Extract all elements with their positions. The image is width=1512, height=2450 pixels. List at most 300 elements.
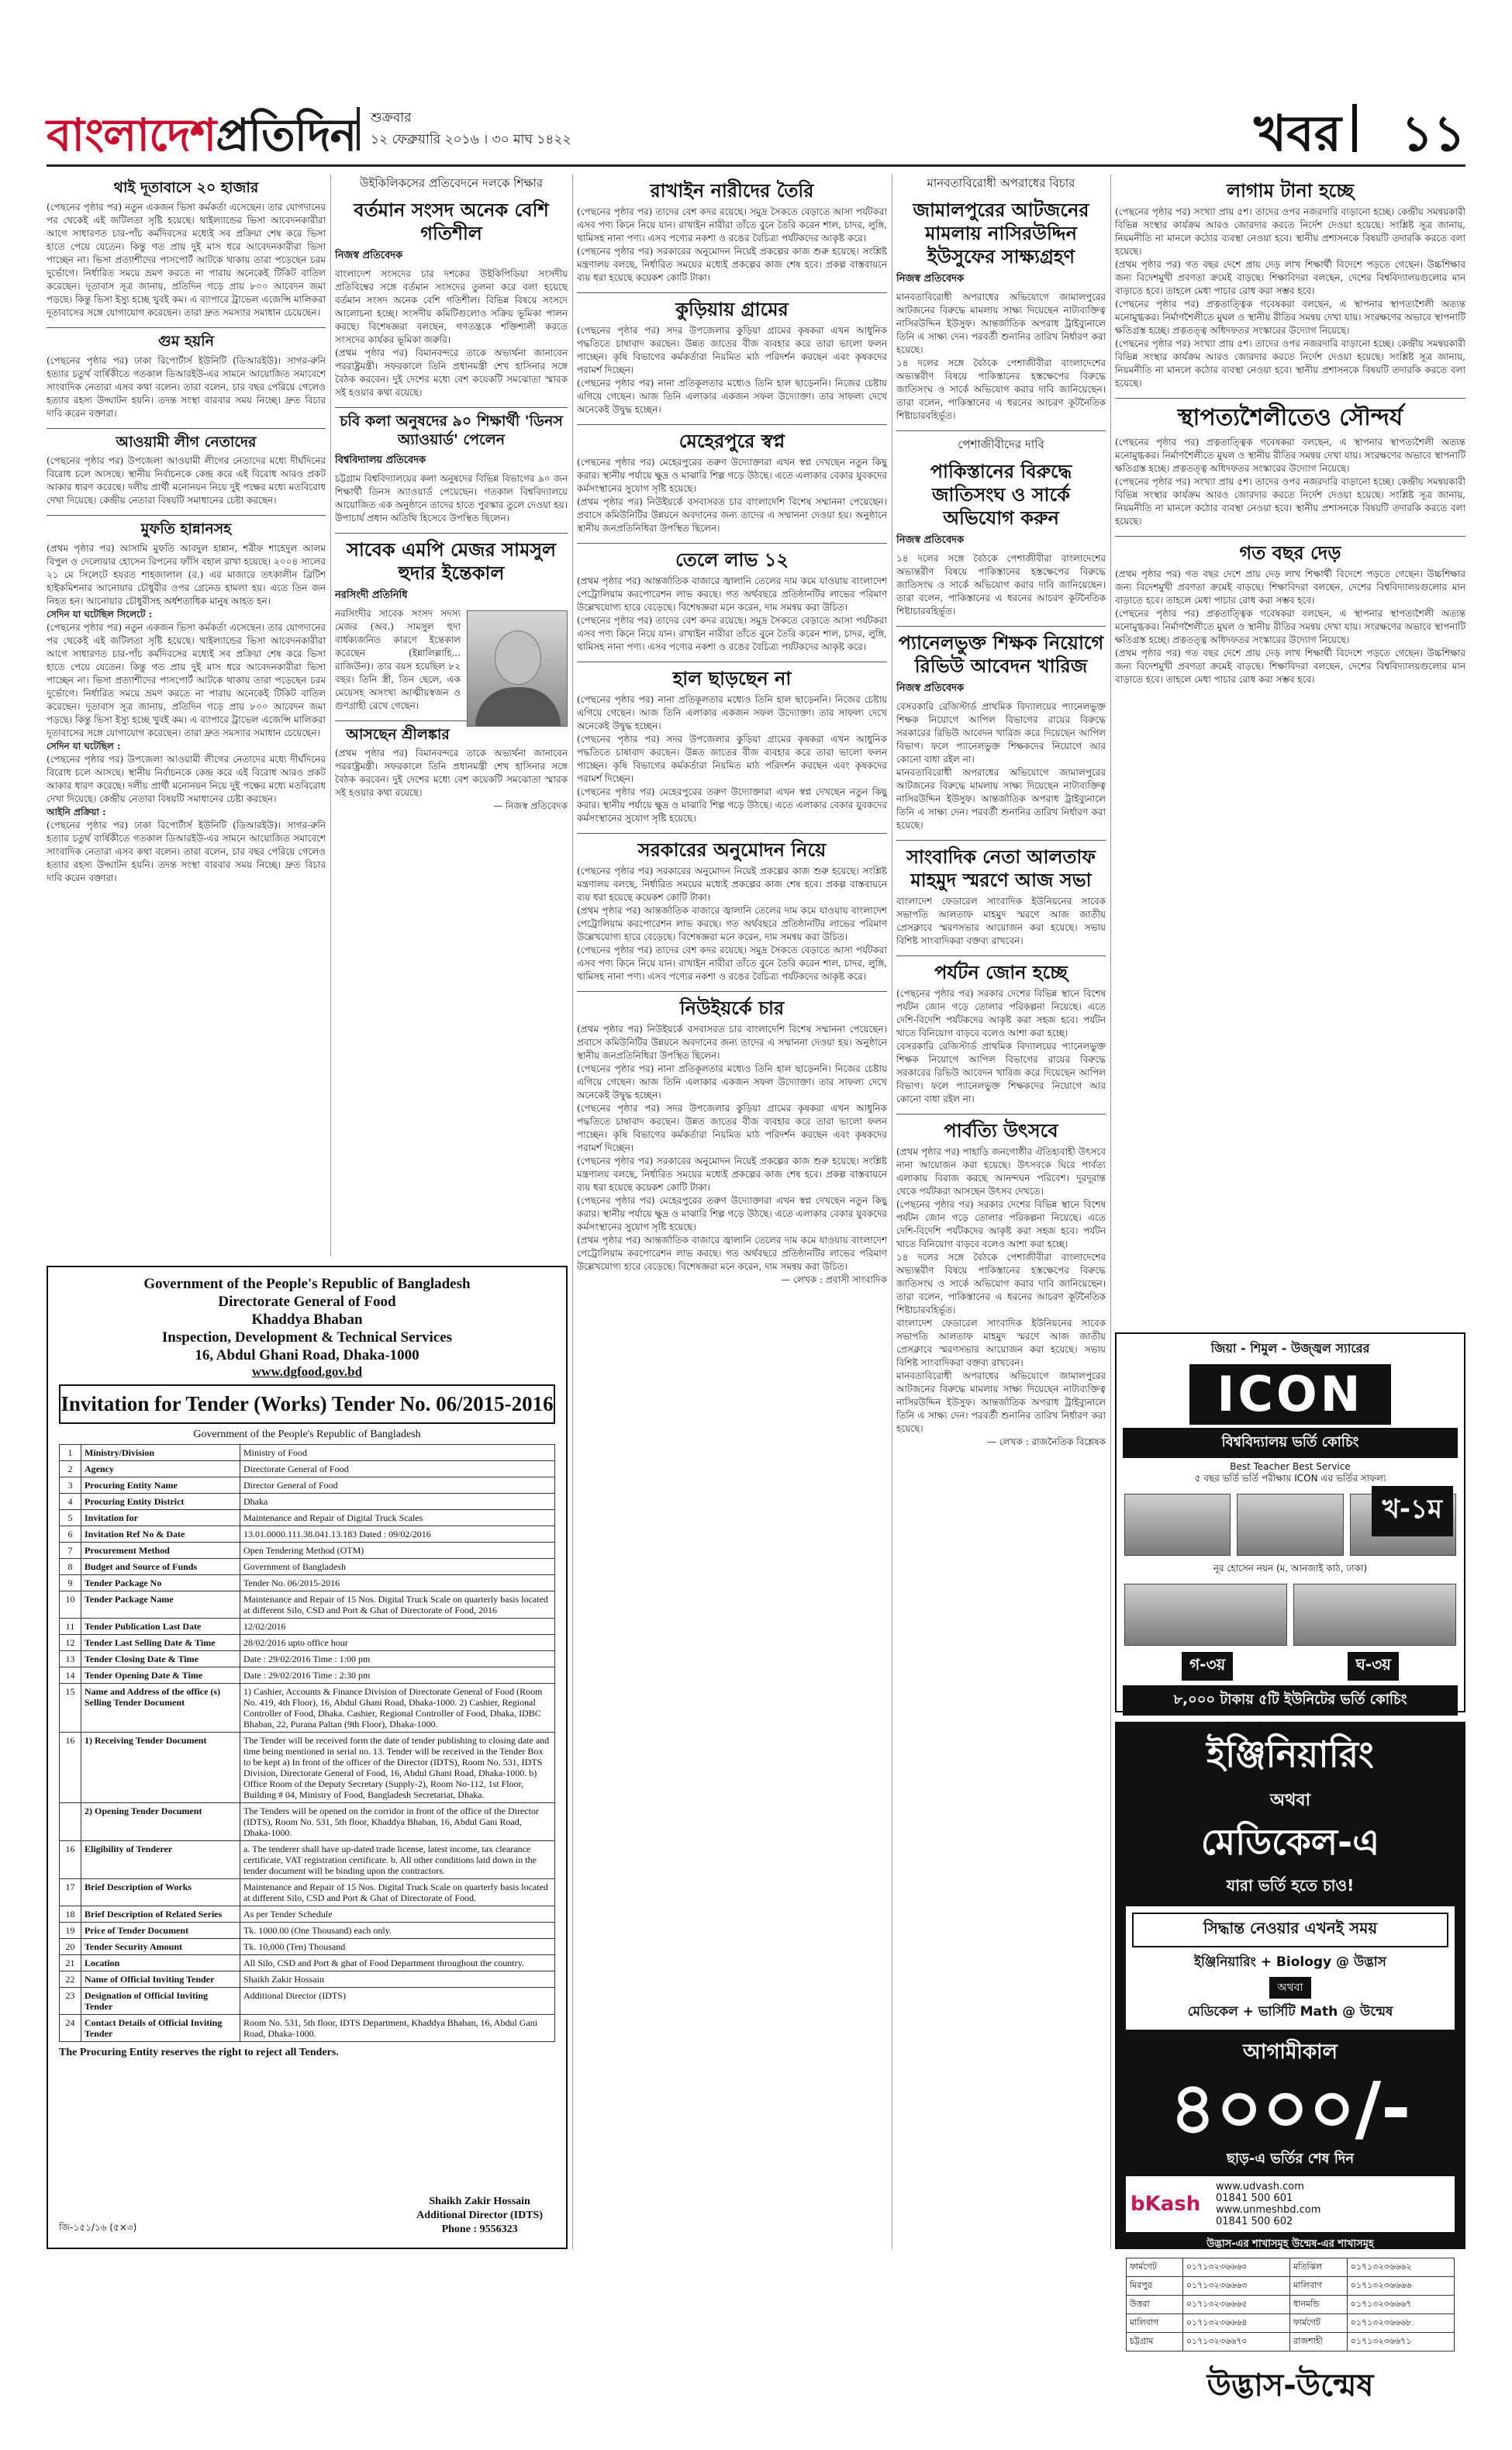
article-body: (পেছনের পৃষ্ঠার পর) সংখ্যা প্রায় ৫শ। তাদের ওপর নজরদারি বাড়ানো হচ্ছে। কেন্দ্রীয় সমন্বয়কারী বিভিন্ন সংস্থার কার্যক্রম আরও জোরদার করতে নির্দেশ দেওয়া হয়েছে। সংশ্লিষ্ট সূত্র জানায়, নিয়মনীতি না মানলে কঠোর ব্যবস্থা নেওয়া হবে। স্থানীয় প্রশাসনকে বিষয়টি তদারকি করতে বলা হয়েছে। (1115, 338, 1465, 389)
ad-tagline: Best Teacher Best Service (1230, 1461, 1351, 1472)
article-body: (প্রথম পৃষ্ঠার পর) গত বছর দেশে প্রায় দেড় লাখ শিক্ষার্থী বিদেশে পড়তে গেছেন। উচ্চশিক্ষার জন্য বিদেশমুখী প্রবণতা ক্রমেই বাড়ছে। শিক্ষাবিদরা বলছেন, দেশের বিশ্ববিদ্যালয়গুলোর মান বাড়াতে হবে। তাহলে মেধা পাচার রোধ করা সম্ভব হবে। (1115, 259, 1465, 296)
article-body: (পেছনের পৃষ্ঠার পর) সরকারের অনুমোদন নিয়েই প্রকল্পের কাজ শুরু হয়েছে। সংশ্লিষ্ট মন্ত্রণালয় বলছে, নির্ধারিত সময়ের মধ্যেই প্রকল্পের কাজ শেষ হবে। প্রকল্প বাস্তবায়নে ব্যয় ধরা হয়েছে কয়েকশ কোটি টাকা। (577, 866, 887, 903)
headline-not-giving-up[interactable]: হাল ছাড়ছেন না (672, 668, 792, 689)
tender-cell-no: 18 (60, 1906, 81, 1923)
article-body: (প্রথম পৃষ্ঠার পর) আন্তর্জাতিক বাজারে জ্বালানি তেলের দাম কমে যাওয়ায় বাংলাদেশ পেট্রোলিয়াম করপোরেশন লাভ করছে। গত অর্থবছরে প্রতিষ্ঠানটির লাভের পরিমাণ উল্লেখযোগ্য হারে বেড়েছে। বিশেষজ্ঞরা মনে করেন, দাম সমন্বয় করা উচিত। (577, 575, 887, 613)
article-body: (পেছনের পৃষ্ঠার পর) মেহেরপুরের তরুণ উদ্যোক্তারা এখন স্বপ্ন দেখছেন নতুন কিছু করার। স্থানীয় পর্যায়ে ক্ষুদ্র ও মাঝারি শিল্প গড়ে উঠছে। এতে এলাকার বেকার যুবকদের কর্মসংস্থানের সুযোগ সৃষ্টি হয়েছে। (577, 786, 887, 824)
tender-cell-label: Brief Description of Related Series (81, 1906, 240, 1923)
ad-offer: ৮,০০০ টাকায় ৫টি ইউনিটের ভর্তি কোচিং (1123, 1685, 1458, 1716)
tender-row (60, 1733, 555, 1803)
signatory-phone: Phone : 9556323 (441, 2224, 518, 2235)
branch-cell: ০১৭১৩২৩৬৬৬৮ (1347, 2314, 1454, 2333)
headline-cu-deans-award[interactable]: চবি কলা অনুষদের ৯০ শিক্ষার্থী 'ডিনস অ্যাওয়ার্ড' পেলেন (340, 413, 563, 448)
ad-success-line: ৫ বছর ভর্তি ভর্তি পরীক্ষায় ICON এর ভর্তির সাফল্য (1194, 1473, 1386, 1484)
article-body: মানবতাবিরোধী অপরাধের অভিযোগে জামালপুরের আটজনের বিরুদ্ধে মামলায় সাক্ষ্য দিয়েছেন নাট্যব্যক্তিত্ব নাসিরউদ্দিন ইউসুফ। আন্তর্জাতিক অপরাধ ট্রাইব্যুনালে তিনি এ সাক্ষ্য দেন। পরবর্তী শুনানির তারিখ নির্ধারণ করা হয়েছে। (896, 292, 1106, 355)
contact-info (1216, 2181, 1320, 2227)
article-body: (পেছনের পৃষ্ঠার পর) নতুন একজন ভিসা কর্মকর্তা এসেছেন। তার যোগদানের পর থেকেই এই জটিলতা সৃষ্টি হয়েছে। থাইল্যান্ডের ভিসা আবেদনকারীরা আগে সাধারণত চার-পাঁচ কর্মদিবসের মধ্যেই সব প্রক্রিয়া শেষ করে ভিসা হাতে পেয়ে যেতেন। কিন্তু গত প্রায় দুই মাস ধরে আবেদনকারীরা ভিসা পাচ্ছেন না। ভিসা প্রত্যাশীদের পাসপোর্ট আটকে থাকায় তারা পড়েছেন চরম দুর্ভোগে। নির্ধারিত সময়ে ভ্রমণ করতে না পারায় অনেকেই টিকিট বাতিল করেছেন। দূতাবাস সূত্র জানায়, প্রতিদিন গড়ে প্রায় ৮০০ আবেদন জমা পড়ছে। কিন্তু ভিসা ইস্যু হচ্ছে খুবই কম। এ ব্যাপারে ট্রাভেল এজেন্সি মালিকরা দূতাবাসের সঙ্গে যোগাযোগ করেছেন। তারা দ্রুত সমস্যার সমাধান চেয়েছেন। (47, 201, 326, 318)
branch-cell: ০১৭১৩২৩৬৬৬৫ (1182, 2296, 1289, 2314)
article-body: (পেছনের পৃষ্ঠার পর) ঢাকা রিপোর্টার্স ইউনিটি (ডিআরইউ)। সাগর-রুনি হত্যার চতুর্থ বার্ষিকীতে গতকাল ডিআরইউ-এর সামনে আয়োজিত সমাবেশে সাংবাদিক নেতারা এসব কথা বলেন। তারা বলেন, চার বছর পেরিয়ে গেলেও হত্যার রহস্য উদ্ঘাটন হয়নি। তদন্ত সংস্থা বারবার সময় নিচ্ছে। দ্রুত বিচার দাবি করেন বক্তারা। (47, 820, 326, 883)
tender-cell-no: 12 (60, 1635, 81, 1651)
tender-row (60, 1494, 555, 1510)
headline-thai-embassy[interactable]: থাই দূতাবাসে ২০ হাজার (113, 179, 259, 196)
tender-cell-value: Tk. 10,000 (Ten) Thousand (240, 1939, 555, 1955)
tender-cell-no: 16 (60, 1733, 81, 1803)
tender-row (60, 1543, 555, 1559)
student-photo (1124, 1584, 1287, 1646)
story-divider (1115, 536, 1465, 537)
tender-cell-value: Shaikh Zakir Hossain (240, 1971, 555, 1988)
tender-cell-label: Tender Publication Last Date (81, 1619, 240, 1635)
branch-table (1126, 2258, 1455, 2352)
ad-teachers: জিয়া - শিমুল - উজ্জ্বল স্যারের (1210, 1341, 1370, 1356)
tender-cell-no: 21 (60, 1955, 81, 1971)
tender-cell-no: 7 (60, 1543, 81, 1559)
tender-row (60, 1591, 555, 1619)
tender-cell-no (60, 1803, 81, 1841)
article-body: ১৪ দলের সঙ্গে বৈঠকে পেশাজীবীরা বাংলাদেশের অভ্যন্তরীণ বিষয়ে পাকিস্তানের হস্তক্ষেপের বিরুদ্ধে জাতিসংঘ ও সার্কে অভিযোগ করার দাবি জানিয়েছেন। তারা বলেন, পাকিস্তানের এ ধরনের আচরণ কূটনৈতিক শিষ্টাচারবহির্ভূত। (896, 1252, 1106, 1315)
article-body: (পেছনের পৃষ্ঠার পর) উপজেলা আওয়ামী লীগের নেতাদের মধ্যে দীর্ঘদিনের বিরোধ চলে আসছে। স্থানীয় নির্বাচনকে কেন্দ্র করে এই বিরোধ আরও প্রকট আকার ধারণ করেছে। দলীয় প্রার্থী মনোনয়ন নিয়ে দুই পক্ষের মধ্যে মতবিরোধ দেখা দিয়েছে। কেন্দ্রীয় নেতারা বিষয়টি সমাধানের চেষ্টা করছেন। (47, 754, 326, 804)
phone-2: 01841 500 602 (1216, 2216, 1293, 2227)
headline-memorial-meeting[interactable]: সাংবাদিক নেতা আলতাফ মাহমুদ স্মরণে আজ সভা (906, 846, 1096, 891)
tender-row (60, 1841, 555, 1879)
article-body: (প্রথম পৃষ্ঠার পর) আন্তর্জাতিক বাজারে জ্বালানি তেলের দাম কমে যাওয়ায় বাংলাদেশ পেট্রোলিয়াম করপোরেশন লাভ করছে। গত অর্থবছরে প্রতিষ্ঠানটির লাভের পরিমাণ উল্লেখযোগ্য হারে বেড়েছে। বিশেষজ্ঞরা মনে করেন, দাম সমন্বয় করা উচিত। (577, 1235, 887, 1272)
newspaper-logo[interactable] (47, 101, 356, 176)
tender-row (60, 1955, 555, 1971)
article-body: মানবতাবিরোধী অপরাধের অভিযোগে জামালপুরের আটজনের বিরুদ্ধে মামলায় সাক্ষ্য দিয়েছেন নাট্যব্যক্তিত্ব নাসিরউদ্দিন ইউসুফ। আন্তর্জাতিক অপরাধ ট্রাইব্যুনালে তিনি এ সাক্ষ্য দেন। পরবর্তী শুনানির তারিখ নির্ধারণ করা হয়েছে। (896, 1370, 1106, 1434)
tender-notice (47, 1266, 568, 2249)
column-rule (1110, 175, 1111, 2249)
tender-cell-label: Contact Details of Official Inviting Tender (81, 2015, 240, 2042)
ad-option-1: ইঞ্জিনিয়ারিং + Biology @ উদ্ভাস (1194, 1954, 1386, 1970)
ad-option-2: মেডিকেল + ভার্সিটি Math @ উন্মেষ (1187, 2004, 1393, 2020)
tender-cell-label: Procurement Method (81, 1543, 240, 1559)
section-divider (1352, 104, 1357, 152)
udvash-unmesh-ad[interactable] (1115, 1722, 1465, 2444)
article-body: বাংলাদেশ ফেডারেল সাংবাদিক ইউনিয়নের সাবেক সভাপতি আলতাফ মাহমুদ স্মরণে আজ জাতীয় প্রেসক্লাবে স্মরণসভার আয়োজন করা হয়েছে। সভায় বিশিষ্ট সাংবাদিকরা বক্তব্য রাখবেন। (896, 896, 1106, 946)
ad-options-box (1126, 1906, 1455, 2030)
article-body: (পেছনের পৃষ্ঠার পর) সদর উপজেলার কুড়িয়া গ্রামের কৃষকরা এখন আধুনিক পদ্ধতিতে চাষাবাদ করছেন। উন্নত জাতের বীজ ব্যবহার করে তারা ভালো ফলন পাচ্ছেন। কৃষি বিভাগের কর্মকর্তারা নিয়মিত মাঠ পরিদর্শন করছেন এবং কৃষকদের পরামর্শ দিচ্ছেন। (577, 325, 887, 375)
article-body: (পেছনের পৃষ্ঠার পর) সদর উপজেলার কুড়িয়া গ্রামের কৃষকরা এখন আধুনিক পদ্ধতিতে চাষাবাদ করছেন। উন্নত জাতের বীজ ব্যবহার করে তারা ভালো ফলন পাচ্ছেন। কৃষি বিভাগের কর্মকর্তারা নিয়মিত মাঠ পরিদর্শন করছেন এবং কৃষকদের পরামর্শ দিচ্ছেন। (577, 734, 887, 784)
headline-new-york[interactable]: নিউইয়র্কে চার (679, 997, 785, 1019)
tender-cell-value: Ministry of Food (240, 1445, 555, 1461)
ad-discount: ছাড়-এ ভর্তির শেষ দিন (1226, 2151, 1355, 2167)
branch-row (1127, 2277, 1455, 2296)
branch-row (1127, 2333, 1455, 2352)
subhead-text: সেদিন যা ঘটেছিল সিলেটে : (47, 609, 153, 620)
article-body: (প্রথম পৃষ্ঠার পর) আন্তর্জাতিক বাজারে জ্বালানি তেলের দাম কমে যাওয়ায় বাংলাদেশ পেট্রোলিয়াম করপোরেশন লাভ করছে। গত অর্থবছরে প্রতিষ্ঠানটির লাভের পরিমাণ উল্লেখযোগ্য হারে বেড়েছে। বিশেষজ্ঞরা মনে করেন, দাম সমন্বয় করা উচিত। (577, 905, 887, 942)
kicker: পেশাজীবীদের দাবি (958, 437, 1044, 451)
tender-division: Inspection, Development & Technical Services (161, 1329, 453, 1346)
tender-cell-no: 15 (60, 1684, 81, 1733)
tender-cell-value: Date : 29/02/2016 Time : 2:30 pm (240, 1667, 555, 1684)
story-divider (896, 626, 1106, 627)
story-divider (896, 955, 1106, 956)
branch-row (1127, 2296, 1455, 2314)
tender-cell-value: All Silo, CSD and Port & ghat of Food Department throughout the country. (240, 1955, 555, 1971)
article-body: (প্রথম পৃষ্ঠার পর) নিউইয়র্কে বসবাসরত চার বাংলাদেশি বিশেষ সম্মাননা পেয়েছেন। প্রবাসে কমিউনিটির উন্নয়নে অবদানের জন্য তাদের এ সম্মাননা দেওয়া হয়। অনুষ্ঠানে স্থানীয় জনপ্রতিনিধিরা উপস্থিত ছিলেন। (577, 1024, 887, 1061)
tender-cell-label: 1) Receiving Tender Document (81, 1733, 240, 1803)
tender-row (60, 1526, 555, 1543)
story-divider (577, 424, 887, 425)
tender-cell-no: 16 (60, 1841, 81, 1879)
headline-reins[interactable]: লাগাম টানা হচ্ছে (1227, 180, 1354, 202)
article-body: (পেছনের পৃষ্ঠার পর) তাদের বেশ কদর রয়েছে। সমুদ্র সৈকতে বেড়াতে আসা পর্যটকরা এসব পণ্য কিনে নিয়ে যান। রাখাইন নারীরা তাঁতে বুনে তৈরি করেন শাল, চাদর, লুঙ্গি, থামিসহ নানা পণ্য। এসব পণ্যের নকশা ও রঙের বৈচিত্র্য পর্যটকদের আকৃষ্ট করে। (577, 615, 887, 652)
rank-row (1124, 1652, 1456, 1681)
article-body: বাংলাদেশ সংসদের চার দশকের উইকিপিডিয়া সংসদীয় প্রতিবিম্বের সঙ্গে বর্তমান সংসদের তুলনা করে বলা হয়েছে বর্তমান সংসদ অনেক বেশি গতিশীল। বিভিন্ন বিষয়ে সংসদে আলোচনা হচ্ছে। সংসদীয় কমিটিগুলোও সক্রিয় ভূমিকা পালন করছে। বিশেষজ্ঞরা বলছেন, গণতন্ত্রকে শক্তিশালী করতে সংসদের কার্যকর ভূমিকা জরুরি। (335, 268, 568, 345)
tender-row (60, 1906, 555, 1923)
tender-cell-no: 24 (60, 2015, 81, 2042)
story-divider (47, 428, 326, 429)
article-body: (পেছনের পৃষ্ঠার পর) সদর উপজেলার কুড়িয়া গ্রামের কৃষকরা এখন আধুনিক পদ্ধতিতে চাষাবাদ করছেন। উন্নত জাতের বীজ ব্যবহার করে তারা ভালো ফলন পাচ্ছেন। কৃষি বিভাগের কর্মকর্তারা নিয়মিত মাঠ পরিদর্শন করছেন এবং কৃষকদের পরামর্শ দিচ্ছেন। (577, 1103, 887, 1153)
tender-cell-label: Tender Security Amount (81, 1939, 240, 1955)
tender-cell-label: Tender Opening Date & Time (81, 1667, 240, 1684)
tender-cell-label: Agency (81, 1461, 240, 1477)
headline-parliament[interactable]: বর্তমান সংসদ অনেক বেশি গতিশীল (354, 199, 549, 244)
article-body: (প্রথম পৃষ্ঠার পর) পাহাড়ি জনগোষ্ঠীর ঐতিহ্যবাহী উৎসবে নানা আয়োজন করা হয়েছে। উৎসবকে ঘিরে পার্বত্য এলাকায় বিরাজ করছে আনন্দঘন পরিবেশ। দূরদূরান্ত থেকে পর্যটকরা আসছেন উৎসব দেখতে। (896, 1146, 1106, 1197)
tender-row (60, 1559, 555, 1575)
tender-website-link[interactable]: www.dgfood.gov.bd (251, 1364, 363, 1379)
headline-war-crimes-trial[interactable]: জামালপুরের আটজনের মামলায় নাসিরউদ্দিন ইউসুফের সাক্ষ্যগ্রহণ (913, 199, 1089, 268)
column-4 (896, 175, 1106, 2269)
branch-cell: মিরপুর (1127, 2277, 1183, 2296)
tender-cell-no: 20 (60, 1939, 81, 1955)
article-body: (পেছনের পৃষ্ঠার পর) প্রত্নতাত্ত্বিক গবেষকরা বলছেন, এ স্থাপনার স্থাপত্যশৈলী অত্যন্ত মনোমুগ্ধকর। নির্মাণশৈলীতে মুঘল ও স্থানীয় রীতির সমন্বয় দেখা যায়। সংরক্ষণের অভাবে স্থাপনাটি ক্ষতিগ্রস্ত হচ্ছে। প্রত্নতত্ত্ব অধিদফতর সংস্কারের উদ্যোগ নিয়েছে। (1115, 299, 1465, 336)
article-body: (পেছনের পৃষ্ঠার পর) ঢাকা রিপোর্টার্স ইউনিটি (ডিআরইউ)। সাগর-রুনি হত্যার চতুর্থ বার্ষিকীতে গতকাল ডিআরইউ-এর সামনে আয়োজিত সমাবেশে সাংবাদিক নেতারা এসব কথা বলেন। তারা বলেন, চার বছর পেরিয়ে গেলেও হত্যার রহস্য উদ্ঘাটন হয়নি। তদন্ত সংস্থা বারবার সময় নিচ্ছে। দ্রুত বিচার দাবি করেন বক্তারা। (47, 354, 326, 419)
tender-row (60, 1461, 555, 1477)
headline-oil-profit[interactable]: তেলে লাভ ১২ (675, 549, 789, 571)
headline-sri-lanka[interactable]: আসছেন শ্রীলঙ্কার (346, 725, 450, 743)
article-body: (পেছনের পৃষ্ঠার পর) সরকার দেশের বিভিন্ন স্থানে বিশেষ পর্যটন জোন গড়ে তোলার পরিকল্পনা নিয়েছে। এতে দেশি-বিদেশি পর্যটকদের আকৃষ্ট করা সহজ হবে। পর্যটন খাতে বিনিয়োগ বাড়বে বলেও আশা করা হচ্ছে। (896, 988, 1106, 1038)
tender-row (60, 1651, 555, 1667)
tender-subtitle: Government of the People's Republic of Bangladesh (193, 1429, 421, 1440)
story-divider (577, 292, 887, 293)
weekday: শুক্রবার (371, 110, 412, 126)
branch-cell: রাজশাহী (1290, 2333, 1348, 2352)
ad-footer-brand: উদ্ভাস-উন্মেষ (1126, 2358, 1455, 2416)
article-body: (পেছনের পৃষ্ঠার পর) সরকারের অনুমোদন নিয়েই প্রকল্পের কাজ শুরু হয়েছে। সংশ্লিষ্ট মন্ত্রণালয় বলছে, নির্ধারিত সময়ের মধ্যেই প্রকল্পের কাজ শেষ হবে। প্রকল্প বাস্তবায়নে ব্যয় ধরা হয়েছে কয়েকশ কোটি টাকা। (577, 246, 887, 283)
story-divider (577, 833, 887, 834)
byline: নরসিংদী প্রতিনিধি (335, 589, 408, 601)
ad-or-2: অথবা (1269, 1977, 1310, 1999)
subhead-text: সেদিন যা ঘটেছিল : (47, 741, 121, 752)
byline: নিজস্ব প্রতিবেদক (896, 273, 965, 285)
tender-row (60, 1879, 555, 1906)
branch-cell: ০১৭১৩২৩৬৬৬২ (1347, 2258, 1454, 2277)
column-5 (1115, 175, 1465, 1334)
tender-cell-label: Ministry/Division (81, 1445, 240, 1461)
tender-cell-label: Tender Package Name (81, 1591, 240, 1619)
article-body: (পেছনের পৃষ্ঠার পর) নানা প্রতিকূলতার মধ্যেও তিনি হাল ছাড়েননি। নিজের চেষ্টায় এগিয়ে গেছেন। আজ তিনি এলাকার একজন সফল উদ্যোক্তা। তার সাফল্য দেখে অনেকেই উদ্বুদ্ধ হচ্ছেন। (577, 378, 887, 415)
story-signature: — নিজস্ব প্রতিবেদক (493, 800, 568, 812)
tender-cell-value: 12/02/2016 (240, 1619, 555, 1635)
headline-pakistan-complaint[interactable]: পাকিস্তানের বিরুদ্ধে জাতিসংঘ ও সার্কে অভিযোগ করুন (930, 461, 1072, 529)
tender-cell-label: 2) Opening Tender Document (81, 1803, 240, 1841)
article-body: (প্রথম পৃষ্ঠার পর) বিমানবন্দরে তাকে অভ্যর্থনা জানাবেন পররাষ্ট্রমন্ত্রী। সফরকালে তিনি প্রধানমন্ত্রী শেখ হাসিনার সঙ্গে বৈঠক করবেন। দুই দেশের মধ্যে বেশ কয়েকটি সমঝোতা স্মারক সই হওয়ার কথা রয়েছে। (335, 347, 568, 398)
article-body: (পেছনের পৃষ্ঠার পর) উপজেলা আওয়ামী লীগের নেতাদের মধ্যে দীর্ঘদিনের বিরোধ চলে আসছে। স্থানীয় নির্বাচনকে কেন্দ্র করে এই বিরোধ আরও প্রকট আকার ধারণ করেছে। দলীয় প্রার্থী মনোনয়ন নিয়ে দুই পক্ষের মধ্যে মতবিরোধ দেখা দিয়েছে। কেন্দ্রীয় নেতারা বিষয়টি সমাধানের চেষ্টা করছেন। (47, 455, 326, 506)
article-body: মানবতাবিরোধী অপরাধের অভিযোগে জামালপুরের আটজনের বিরুদ্ধে মামলায় সাক্ষ্য দিয়েছেন নাট্যব্যক্তিত্ব নাসিরউদ্দিন ইউসুফ। আন্তর্জাতিক অপরাধ ট্রাইব্যুনালে তিনি এ সাক্ষ্য দেন। পরবর্তী শুনানির তারিখ নির্ধারণ করা হয়েছে। (896, 767, 1106, 831)
branch-cell: ধানমন্ডি (1290, 2296, 1348, 2314)
face-shape (495, 631, 541, 685)
student-photos (1124, 1584, 1456, 1646)
tender-cell-no: 4 (60, 1494, 81, 1510)
portrait-photo (467, 610, 568, 727)
article-body: (পেছনের পৃষ্ঠার পর) তাদের বেশ কদর রয়েছে। সমুদ্র সৈকতে বেড়াতে আসা পর্যটকরা এসব পণ্য কিনে নিয়ে যান। রাখাইন নারীরা তাঁতে বুনে তৈরি করেন শাল, চাদর, লুঙ্গি, থামিসহ নানা পণ্য। এসব পণ্যের নকশা ও রঙের বৈচিত্র্য পর্যটকদের আকৃষ্ট করে। (577, 945, 887, 982)
article-body: (পেছনের পৃষ্ঠার পর) মেহেরপুরের তরুণ উদ্যোক্তারা এখন স্বপ্ন দেখছেন নতুন কিছু করার। স্থানীয় পর্যায়ে ক্ষুদ্র ও মাঝারি শিল্প গড়ে উঠছে। এতে এলাকার বেকার যুবকদের কর্মসংস্থানের সুযোগ সৃষ্টি হয়েছে। (577, 457, 887, 494)
icon-brand-logo: ICON (1189, 1364, 1391, 1425)
subhead (47, 608, 326, 621)
kicker: উইকিলিকসের প্রতিবেদনে দলকে শিক্ষার (359, 176, 544, 190)
tender-cell-value: The Tender will be received form the date of tender publishing to closing date and time being mentioned in serial no. 13. Tender will be received in the Tender Box to be kept a) In front of the officer of the Director (IDTS), Room No. 531, IDTS Division, Directorate General of Food, 16, Abdul Ghani Road, Dhaka-1000. b) Office Room of the Deputy Secretary (Supply-2), Room No-112, 1st Floor, Building # 04, Ministry of Food, Bangladesh Secretariat, Dhaka. (240, 1733, 555, 1803)
story-divider (896, 430, 1106, 431)
kicker: মানবতাবিরোধী অপরাধের বিচার (927, 176, 1075, 190)
tender-cell-label: Procuring Entity District (81, 1494, 240, 1510)
signatory-title: Additional Director (IDTS) (416, 2210, 543, 2221)
byline: বিশ্ববিদ্যালয় প্রতিবেদক (335, 454, 426, 466)
tender-cell-no: 9 (60, 1575, 81, 1591)
tender-cell-no: 1 (60, 1445, 81, 1461)
article-body: নরসিংদীর সাবেক সংসদ সদস্য মেজর (অব.) সামসুল হুদা বার্ধক্যজনিত কারণে ইন্তেকাল করেছেন (ইন্নালিল্লাহি... রাজিউন)। তার বয়স হয়েছিল ৮২ বছর। তিনি স্ত্রী, তিন ছেলে, এক মেয়েসহ অসংখ্য আত্মীয়স্বজন ও গুণগ্রাহী রেখে গেছেন। (335, 607, 461, 711)
tender-cell-label: Budget and Source of Funds (81, 1559, 240, 1575)
student-photo (1237, 1494, 1343, 1556)
bkash-logo: bKash (1131, 2193, 1201, 2216)
tender-row (60, 1619, 555, 1635)
tender-footer: The Procuring Entity reserves the right to reject all Tenders. (59, 2047, 339, 2058)
story-divider (1115, 398, 1465, 399)
phone-1: 01841 500 601 (1216, 2193, 1293, 2204)
tender-cell-label: Tender Package No (81, 1575, 240, 1591)
tender-cell-no: 13 (60, 1651, 81, 1667)
article-body: (পেছনের পৃষ্ঠার পর) মেহেরপুরের তরুণ উদ্যোক্তারা এখন স্বপ্ন দেখছেন নতুন কিছু করার। স্থানীয় পর্যায়ে ক্ষুদ্র ও মাঝারি শিল্প গড়ে উঠছে। এতে এলাকার বেকার যুবকদের কর্মসংস্থানের সুযোগ সৃষ্টি হয়েছে। (577, 1195, 887, 1232)
tender-row (60, 1923, 555, 1939)
tender-row (60, 1988, 555, 2015)
ad-tomorrow: আগামীকাল (1243, 2041, 1338, 2064)
tender-code: জি-১৫১/১৬ (৫×৩) (59, 2222, 137, 2233)
tender-cell-no: 2 (60, 1461, 81, 1477)
tender-cell-value: Room No. 531, 5th floor, IDTS Department, Khaddya Bhaban, 16, Abdul Gani Road, Dhaka-1000. (240, 2015, 555, 2042)
branch-cell: মালিবাগ (1290, 2277, 1348, 2296)
story-signature: — লেখক : প্রবাসী সাংবাদিক (781, 1274, 887, 1285)
ad-decision: সিদ্ধান্ত নেওয়ার এখনই সময় (1132, 1913, 1448, 1947)
tender-cell-label: Location (81, 1955, 240, 1971)
story-divider (896, 840, 1106, 841)
tender-row (60, 1684, 555, 1733)
branch-cell: ০১৭১৩২৩৬৬৭১ (1347, 2333, 1454, 2352)
tender-cell-value: Government of Bangladesh (240, 1559, 555, 1575)
section-title: খবর (1254, 105, 1341, 163)
headline-hill-festival[interactable]: পার্বত্যি উৎসবে (944, 1120, 1058, 1142)
tender-row (60, 1971, 555, 1988)
article-body: (পেছনের পৃষ্ঠার পর) তাদের বেশ কদর রয়েছে। সমুদ্র সৈকতে বেড়াতে আসা পর্যটকরা এসব পণ্য কিনে নিয়ে যান। রাখাইন নারীরা তাঁতে বুনে তৈরি করেন শাল, চাদর, লুঙ্গি, থামিসহ নানা পণ্য। এসব পণ্যের নকশা ও রঙের বৈচিত্র্য পর্যটকদের আকৃষ্ট করে। (577, 206, 887, 244)
tender-cell-no: 17 (60, 1879, 81, 1906)
tender-cell-no: 5 (60, 1510, 81, 1526)
headline-teacher-recruitment[interactable]: প্যানেলভুক্ত শিক্ষক নিয়োগে রিভিউ আবেদন খারিজ (898, 632, 1104, 677)
icon-coaching-ad[interactable] (1115, 1332, 1465, 1712)
article-body: চট্টগ্রাম বিশ্ববিদ্যালয়ের কলা অনুষদের বিভিন্ন বিভাগের ৯০ জন শিক্ষার্থী ডিনস অ্যাওয়ার্ড পেয়েছেন। গতকাল বিশ্ববিদ্যালয়ে আয়োজিত এক অনুষ্ঠানে তাদের হাতে পুরস্কার তুলে দেওয়া হয়। উপাচার্য প্রধান অতিথি হিসেবে উপস্থিত ছিলেন। (335, 472, 568, 524)
article-body: (প্রথম পৃষ্ঠার পর) বিমানবন্দরে তাকে অভ্যর্থনা জানাবেন পররাষ্ট্রমন্ত্রী। সফরকালে তিনি প্রধানমন্ত্রী শেখ হাসিনার সঙ্গে বৈঠক করবেন। দুই দেশের মধ্যে বেশ কয়েকটি সমঝোতা স্মারক সই হওয়ার কথা রয়েছে। (335, 748, 568, 799)
headline-tourism-zone[interactable]: পর্যটন জোন হচ্ছে (934, 962, 1068, 983)
tender-cell-value: The Tenders will be opened on the corridor in front of the office of the Director (IDTS), Room No. 531, 5th floor, Khaddya Bhaban, 16, Abdul Gani Road, Dhaka-1000. (240, 1803, 555, 1841)
tender-dept: Directorate General of Food (218, 1294, 396, 1310)
branch-cell: চট্টগ্রাম (1127, 2333, 1183, 2352)
ad-title-engineering: ইঞ্জিনিয়ারিং (1206, 1733, 1374, 1775)
tender-cell-no: 6 (60, 1526, 81, 1543)
tender-cell-label: Eligibility of Tenderer (81, 1841, 240, 1879)
column-3 (577, 175, 887, 2269)
article-body: (পেছনের পৃষ্ঠার পর) সংখ্যা প্রায় ৫শ। তাদের ওপর নজরদারি বাড়ানো হচ্ছে। কেন্দ্রীয় সমন্বয়কারী বিভিন্ন সংস্থার কার্যক্রম আরও জোরদার করতে নির্দেশ দেওয়া হয়েছে। সংশ্লিষ্ট সূত্র জানায়, নিয়মনীতি না মানলে কঠোর ব্যবস্থা নেওয়া হবে। স্থানীয় প্রশাসনকে বিষয়টি তদারকি করতে বলা হয়েছে। (1115, 206, 1465, 257)
article-body: বেসরকারি রেজিস্টার্ড প্রাথমিক বিদ্যালয়ের প্যানেলভুক্ত শিক্ষক নিয়োগে আপিল বিভাগের রায়ের বিরুদ্ধে সরকারের রিভিউ আবেদন খারিজ করে দিয়েছেন আপিল বিভাগ। ফলে প্যানেলভুক্ত শিক্ষকদের নিয়োগে আর কোনো বাধা রইল না। (896, 701, 1106, 765)
tender-banner: Invitation for Tender (Works) Tender No. 06/2015-2016 (59, 1384, 555, 1424)
branch-cell: ০১৭১৩২৩৬৬৭০ (1182, 2333, 1289, 2352)
article-body: (পেছনের পৃষ্ঠার পর) সরকারের অনুমোদন নিয়েই প্রকল্পের কাজ শুরু হয়েছে। সংশ্লিষ্ট মন্ত্রণালয় বলছে, নির্ধারিত সময়ের মধ্যেই প্রকল্পের কাজ শেষ হবে। প্রকল্প বাস্তবায়নে ব্যয় ধরা হয়েছে কয়েকশ কোটি টাকা। (577, 1156, 887, 1193)
article-body: (পেছনের পৃষ্ঠার পর) সরকার দেশের বিভিন্ন স্থানে বিশেষ পর্যটন জোন গড়ে তোলার পরিকল্পনা নিয়েছে। এতে দেশি-বিদেশি পর্যটকদের আকৃষ্ট করা সহজ হবে। পর্যটন খাতে বিনিয়োগ বাড়বে বলেও আশা করা হচ্ছে। (896, 1199, 1106, 1249)
column-rule (572, 175, 573, 2249)
logo-part-2: প্রতিদিন (216, 109, 357, 161)
tender-cell-no: 23 (60, 1988, 81, 2015)
article-body: (পেছনের পৃষ্ঠার পর) সংখ্যা প্রায় ৫শ। তাদের ওপর নজরদারি বাড়ানো হচ্ছে। কেন্দ্রীয় সমন্বয়কারী বিভিন্ন সংস্থার কার্যক্রম আরও জোরদার করতে নির্দেশ দেওয়া হয়েছে। সংশ্লিষ্ট সূত্র জানায়, নিয়মনীতি না মানলে কঠোর ব্যবস্থা নেওয়া হবে। স্থানীয় প্রশাসনকে বিষয়টি তদারকি করতে বলা হয়েছে। (1115, 475, 1465, 527)
article-body: বাংলাদেশ ফেডারেল সাংবাদিক ইউনিয়নের সাবেক সভাপতি আলতাফ মাহমুদ স্মরণে আজ জাতীয় প্রেসক্লাবে স্মরণসভার আয়োজন করা হয়েছে। সভায় বিশিষ্ট সাংবাদিকরা বক্তব্য রাখবেন। (896, 1318, 1106, 1368)
tender-row (60, 1510, 555, 1526)
branch-cell: ০১৭১৩২৩৬৬৬৭ (1347, 2296, 1454, 2314)
tender-cell-no: 19 (60, 1923, 81, 1939)
tender-row (60, 1803, 555, 1841)
tender-cell-value: 28/02/2016 upto office hour (240, 1635, 555, 1651)
branch-row (1127, 2314, 1455, 2333)
story-divider (335, 533, 568, 534)
column-1 (47, 175, 326, 1256)
branch-cell: উত্তরা (1127, 2296, 1183, 2314)
tender-cell-label: Invitation for (81, 1510, 240, 1526)
ad-footer-sub: শিক্ষা পরিবার (1238, 2421, 1343, 2444)
tender-gov: Government of the People's Republic of Bangladesh (143, 1276, 471, 1292)
byline: নিজস্ব প্রতিবেদক (896, 682, 965, 694)
tender-cell-no: 14 (60, 1667, 81, 1684)
tender-cell-label: Name of Official Inviting Tender (81, 1971, 240, 1988)
bkash-box (1126, 2176, 1455, 2232)
headline-meherpur[interactable]: মেহেরপুরে স্বপ্ন (678, 430, 785, 452)
tender-address: 16, Abdul Ghani Road, Dhaka-1000 (195, 1347, 419, 1363)
tender-cell-label: Procuring Entity Name (81, 1477, 240, 1494)
headline-last-year[interactable]: গত বছর দেড় (1239, 541, 1341, 564)
tender-cell-value: a. The tenderer shall have up-dated trade license, latest income, tax clearance certificate, VAT registration certificate. b. All other conditions laid down in the tender document will be binding upon the contractors. (240, 1841, 555, 1879)
article-body: (পেছনের পৃষ্ঠার পর) নানা প্রতিকূলতার মধ্যেও তিনি হাল ছাড়েননি। নিজের চেষ্টায় এগিয়ে গেছেন। আজ তিনি এলাকার একজন সফল উদ্যোক্তা। তার সাফল্য দেখে অনেকেই উদ্বুদ্ধ হচ্ছেন। (577, 1063, 887, 1101)
student-photo (1124, 1494, 1231, 1556)
tender-cell-value: Date : 29/02/2016 Time : 1:00 pm (240, 1651, 555, 1667)
masthead (47, 93, 1465, 167)
tender-row (60, 1939, 555, 1955)
article-body: (পেছনের পৃষ্ঠার পর) নানা প্রতিকূলতার মধ্যেও তিনি হাল ছাড়েননি। নিজের চেষ্টায় এগিয়ে গেছেন। আজ তিনি এলাকার একজন সফল উদ্যোক্তা। তার সাফল্য দেখে অনেকেই উদ্বুদ্ধ হচ্ছেন। (577, 694, 887, 731)
branch-cell: ফার্মগেট (1290, 2314, 1348, 2333)
page-number: ১১ (1400, 105, 1465, 163)
story-divider (47, 515, 326, 516)
byline: নিজস্ব প্রতিবেদক (335, 250, 403, 261)
ad-price: ৪০০০/- (1169, 2067, 1411, 2150)
branch-cell: ফার্মগেট (1127, 2258, 1183, 2277)
story-divider (335, 407, 568, 408)
headline-kuria-village[interactable]: কুড়িয়ায় গ্রামের (675, 299, 789, 320)
tender-cell-value: Tender No. 06/2015-2016 (240, 1575, 555, 1591)
website-2[interactable]: www.unmeshbd.com (1216, 2204, 1321, 2216)
tender-cell-value: Open Tendering Method (OTM) (240, 1543, 555, 1559)
tender-building: Khaddya Bhaban (251, 1311, 363, 1328)
story-divider (577, 543, 887, 544)
rank-badge-main: খ-১ম (1372, 1486, 1453, 1536)
headline-missing[interactable]: গুম হয়নি (158, 332, 214, 350)
tender-cell-no: 8 (60, 1559, 81, 1575)
story-signature: — লেখক : রাজনৈতিক বিশ্লেষক (986, 1436, 1106, 1447)
article-body: বেসরকারি রেজিস্টার্ড প্রাথমিক বিদ্যালয়ের প্যানেলভুক্ত শিক্ষক নিয়োগে আপিল বিভাগের রায়ের বিরুদ্ধে সরকারের রিভিউ আবেদন খারিজ করে দিয়েছেন আপিল বিভাগ। ফলে প্যানেলভুক্ত শিক্ষকদের নিয়োগে আর কোনো বাধা রইল না। (896, 1041, 1106, 1104)
tender-row (60, 1445, 555, 1461)
website-1[interactable]: www.udvash.com (1216, 2181, 1304, 2193)
tender-row (60, 1575, 555, 1591)
story-divider (577, 991, 887, 992)
tender-cell-no: 22 (60, 1971, 81, 1988)
rank-badge: ঘ-৩য় (1348, 1652, 1398, 1681)
tender-cell-value: As per Tender Schedule (240, 1906, 555, 1923)
tender-cell-value: Dhaka (240, 1494, 555, 1510)
branch-cell: মালিবাগ (1127, 2314, 1183, 2333)
headline-architecture[interactable]: স্থাপত্যশৈলীতেও সৌন্দর্য (1177, 404, 1403, 431)
tender-cell-label: Designation of Official Inviting Tender (81, 1988, 240, 2015)
tender-cell-label: Invitation Ref No & Date (81, 1526, 240, 1543)
tender-cell-value: 13.01.0000.111.38.041.13.183 Dated : 09/02/2016 (240, 1526, 555, 1543)
tender-cell-no: 11 (60, 1619, 81, 1635)
signatory-name: Shaikh Zakir Hossain (429, 2196, 530, 2207)
branch-cell: ০১৭১৩২৩৬৬৬৩ (1182, 2277, 1289, 2296)
rank-badge: গ-৩য় (1182, 1652, 1233, 1681)
tender-row (60, 1667, 555, 1684)
article-body: (প্রথম পৃষ্ঠার পর) আসামি মুফতি আবদুল হান্নান, শরীফ শাহেদুল আলম বিপুল ও দেলোয়ার হোসেন রিপনের ফাঁসি বহাল রাখা হয়েছে। ২০০৪ সালের ২১ মে সিলেটে হযরত শাহজালাল (র.) এর মাজারে তৎকালীন ব্রিটিশ হাইকমিশনার আনোয়ার চৌধুরীর ওপর গ্রেনেড হামলা হয়। এতে তিন জন নিহত হন। আনোয়ার চৌধুরীসহ অর্ধশতাধিক মানুষ আহত হন। (47, 543, 326, 606)
student-name: নূর হোসেন নয়ন (ম, আনজাই কাঠ, ঢাকা) (1213, 1563, 1368, 1574)
headline-rakhine-women[interactable]: রাখাইন নারীদের তৈরি (650, 180, 814, 202)
branch-cell: ০১৭১৩২৩৬৬৬৬ (1347, 2277, 1454, 2296)
byline: নিজস্ব প্রতিবেদক (896, 534, 965, 546)
headline-awami-league[interactable]: আওয়ামী লীগ নেতাদের (116, 433, 257, 451)
student-photo (1293, 1584, 1456, 1646)
tender-row (60, 2015, 555, 2042)
tender-cell-label: Name and Address of the office (s) Selling Tender Document (81, 1684, 240, 1733)
headline-obituary[interactable]: সাবেক এমপি মেজর সামসুল হুদার ইন্তেকাল (346, 538, 557, 584)
tender-row (60, 1635, 555, 1651)
branch-cell: ০১৭১৩২৩৬৬৬৪ (1182, 2314, 1289, 2333)
tender-cell-no: 3 (60, 1477, 81, 1494)
article-body: (প্রথম পৃষ্ঠার পর) গত বছর দেশে প্রায় দেড় লাখ শিক্ষার্থী বিদেশে পড়তে গেছেন। উচ্চশিক্ষার জন্য বিদেশমুখী প্রবণতা ক্রমেই বাড়ছে। শিক্ষাবিদরা বলছেন, দেশের বিশ্ববিদ্যালয়গুলোর মান বাড়াতে হবে। তাহলে মেধা পাচার রোধ করা সম্ভব হবে। (1115, 647, 1465, 685)
tender-cell-label: Brief Description of Works (81, 1879, 240, 1906)
headline-govt-approval[interactable]: সরকারের অনুমোদন নিয়ে (637, 839, 827, 861)
tender-signature (416, 2195, 543, 2237)
column-2 (335, 175, 568, 1256)
article-body: (পেছনের পৃষ্ঠার পর) প্রত্নতাত্ত্বিক গবেষকরা বলছেন, এ স্থাপনার স্থাপত্যশৈলী অত্যন্ত মনোমুগ্ধকর। নির্মাণশৈলীতে মুঘল ও স্থানীয় রীতির সমন্বয় দেখা যায়। সংরক্ষণের অভাবে স্থাপনাটি ক্ষতিগ্রস্ত হচ্ছে। প্রত্নতত্ত্ব অধিদফতর সংস্কারের উদ্যোগ নিয়েছে। (1115, 436, 1465, 474)
tender-cell-label: Tender Last Selling Date & Time (81, 1635, 240, 1651)
issue-date: ১২ ফেব্রুয়ারি ২০১৬ । ৩০ মাঘ ১৪২২ (371, 132, 571, 147)
tender-table (59, 1444, 555, 2042)
headline-mufti-hannan[interactable]: মুফতি হান্নানসহ (140, 520, 232, 538)
branch-row (1127, 2258, 1455, 2277)
branch-cell: মতিঝিল (1290, 2258, 1348, 2277)
story-divider (47, 327, 326, 328)
article-body: (প্রথম পৃষ্ঠার পর) নিউইয়র্কে বসবাসরত চার বাংলাদেশি বিশেষ সম্মাননা পেয়েছেন। প্রবাসে কমিউনিটির উন্নয়নে অবদানের জন্য তাদের এ সম্মাননা দেওয়া হয়। অনুষ্ঠানে স্থানীয় জনপ্রতিনিধিরা উপস্থিত ছিলেন। (577, 496, 887, 534)
article-body: ১৪ দলের সঙ্গে বৈঠকে পেশাজীবীরা বাংলাদেশের অভ্যন্তরীণ বিষয়ে পাকিস্তানের হস্তক্ষেপের বিরুদ্ধে জাতিসংঘ ও সার্কে অভিযোগ করার দাবি জানিয়েছেন। তারা বলেন, পাকিস্তানের এ ধরনের আচরণ কূটনৈতিক শিষ্টাচারবহির্ভূত। (896, 553, 1106, 617)
branch-heading: উদ্ভাস-এর শাখাসমূহ উন্মেষ-এর শাখাসমূহ (1206, 2238, 1374, 2250)
tender-cell-label: Tender Closing Date & Time (81, 1651, 240, 1667)
column-rule (330, 175, 331, 1256)
article-body: (প্রথম পৃষ্ঠার পর) গত বছর দেশে প্রায় দেড় লাখ শিক্ষার্থী বিদেশে পড়তে গেছেন। উচ্চশিক্ষার জন্য বিদেশমুখী প্রবণতা ক্রমেই বাড়ছে। শিক্ষাবিদরা বলছেন, দেশের বিশ্ববিদ্যালয়গুলোর মান বাড়াতে হবে। তাহলে মেধা পাচার রোধ করা সম্ভব হবে। (1115, 568, 1465, 606)
branch-cell: ০১৭১৩২৩৬৬৬০ (1182, 2258, 1289, 2277)
tender-cell-value: Directorate General of Food (240, 1461, 555, 1477)
tender-cell-value: Maintenance and Repair of Digital Truck Scales (240, 1510, 555, 1526)
ad-subtitle: যারা ভর্তি হতে চাও! (1226, 1876, 1355, 1895)
article-body: (পেছনের পৃষ্ঠার পর) নতুন একজন ভিসা কর্মকর্তা এসেছেন। তার যোগদানের পর থেকেই এই জটিলতা সৃষ্টি হয়েছে। থাইল্যান্ডের ভিসা আবেদনকারীরা আগে সাধারণত চার-পাঁচ কর্মদিবসের মধ্যেই সব প্রক্রিয়া শেষ করে ভিসা হাতে পেয়ে যেতেন। কিন্তু গত প্রায় দুই মাস ধরে আবেদনকারীরা ভিসা পাচ্ছেন না। ভিসা প্রত্যাশীদের পাসপোর্ট আটকে থাকায় তারা পড়েছেন চরম দুর্ভোগে। নির্ধারিত সময়ে ভ্রমণ করতে না পারায় অনেকেই টিকিট বাতিল করেছেন। দূতাবাস সূত্র জানায়, প্রতিদিন গড়ে প্রায় ৮০০ আবেদন জমা পড়ছে। কিন্তু ভিসা ইস্যু হচ্ছে খুবই কম। এ ব্যাপারে ট্রাভেল এজেন্সি মালিকরা দূতাবাসের সঙ্গে যোগাযোগ করেছেন। তারা দ্রুত সমস্যার সমাধান চেয়েছেন। (47, 622, 326, 738)
logo-part-1: বাংলাদেশ (47, 109, 216, 161)
